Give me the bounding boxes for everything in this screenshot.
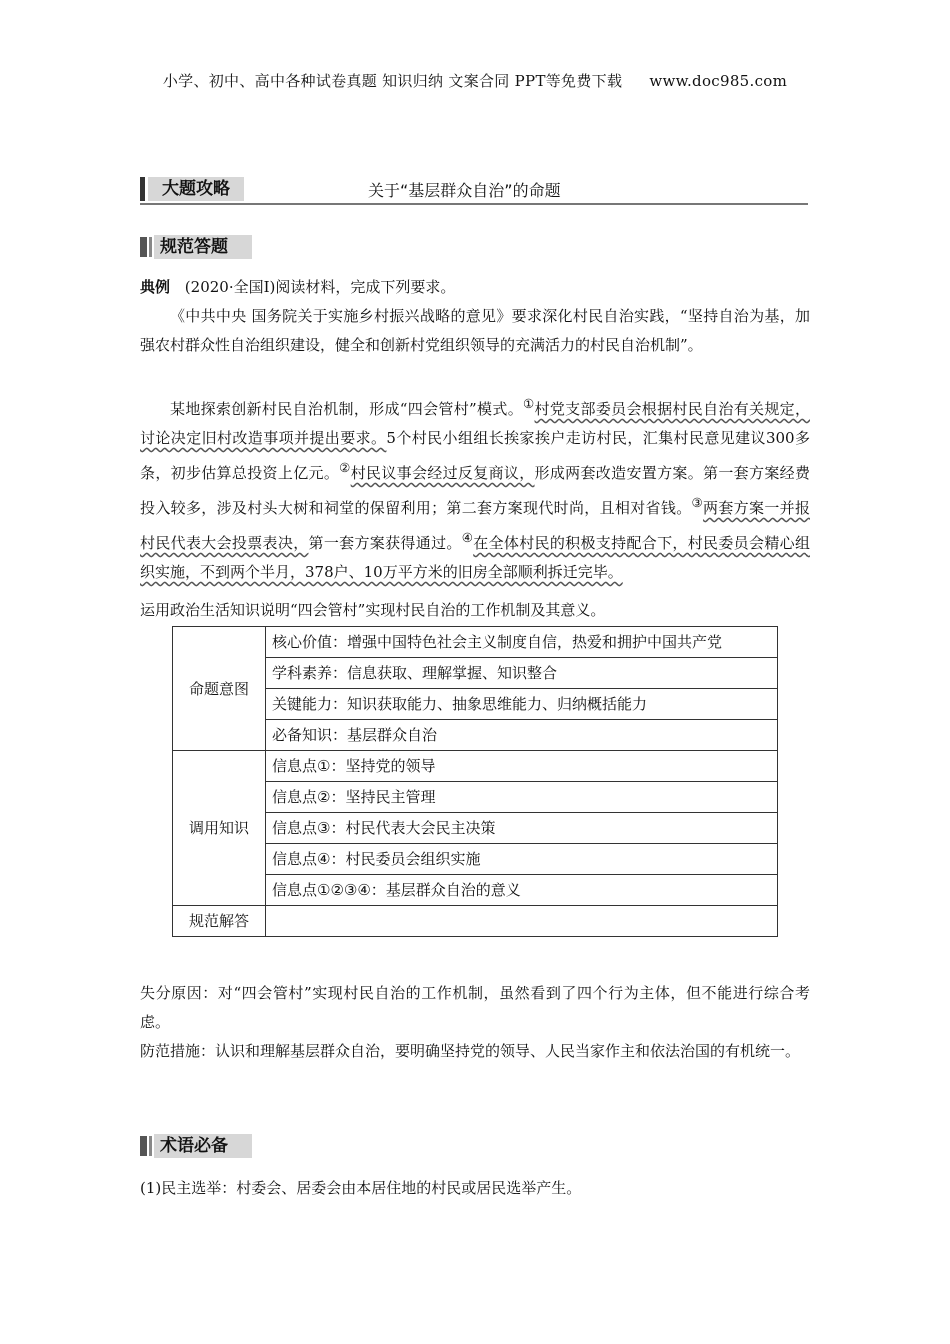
example-source: (2020·全国Ⅰ)阅读材料，完成下列要求。: [184, 278, 456, 296]
example-label: 典例: [140, 278, 171, 296]
header-site-link[interactable]: www.doc985.com: [649, 72, 788, 90]
main-heading-label: 大题攻略: [148, 177, 244, 201]
page-header: [0, 70, 950, 91]
para2-lead: 某地探索创新村民自治机制，形成“四会管村”模式。: [170, 400, 524, 418]
example-source-line: [140, 273, 810, 302]
example-paragraph-1: 《中共中央 国务院关于实施乡村振兴战略的意见》要求深化村民自治实践，“坚持自治为基，加强农村群众性自治组织建设，健全和创新村党组织领导的充满活力的村民自治机制”。: [140, 307, 810, 354]
table-cell: 核心价值：增强中国特色社会主义制度自信，热爱和拥护中国共产党: [266, 627, 778, 658]
marker-3: ③: [691, 495, 704, 510]
table-row: [173, 751, 778, 782]
info-text-1b: 5个村民小组组长挨家挨户走访村民，汇集村民意见建议300多条，初步估算总投资上亿元。: [140, 429, 810, 482]
info-point-3: 两套方案一并报村民代表大会投票表决，: [140, 499, 810, 552]
loss-reason: 失分原因：对“四会管村”实现村民自治的工作机制，虽然看到了四个行为主体，但不能进行综合考虑。: [140, 984, 810, 1031]
example-question: 运用政治生活知识说明“四会管村”实现村民自治的工作机制及其意义。: [140, 601, 606, 619]
example-paragraph-2: [140, 389, 810, 587]
table-category: 命题意图: [173, 627, 266, 751]
table-cell: 必备知识：基层群众自治: [266, 720, 778, 751]
info-point-2: 村民议事会经过反复商议，: [350, 464, 535, 482]
marker-2: ②: [339, 460, 351, 475]
marker-4: ④: [461, 530, 474, 545]
table-cell: 信息点④：村民委员会组织实施: [266, 844, 778, 875]
info-text-2b: 形成两套改造安置方案。第一套方案经费投入较多，涉及村头大树和祠堂的保留利用；第二套方案现代时尚，且相对省钱。: [140, 464, 810, 517]
main-heading-title: 关于“基层群众自治”的命题: [368, 181, 561, 200]
section-bar-decoration: [140, 1136, 147, 1156]
table-row: [173, 627, 778, 658]
section-bar-decoration: [149, 1136, 152, 1156]
table-row: [173, 906, 778, 937]
table-category: 调用知识: [173, 751, 266, 906]
section-bar-decoration: [149, 237, 152, 257]
section-heading-label: 术语必备: [154, 1134, 252, 1158]
table-cell: 信息点①：坚持党的领导: [266, 751, 778, 782]
marker-1: ①: [523, 396, 535, 411]
table-cell-answer: [266, 906, 778, 937]
analysis-table: [172, 626, 778, 937]
prevention-measure: 防范措施：认识和理解基层群众自治，要明确坚持党的领导、人民当家作主和依法治国的有机统一。: [140, 1042, 801, 1060]
section-heading-label: 规范答题: [154, 235, 252, 259]
term-item: (1)民主选举：村委会、居委会由本居住地的村民或居民选举产生。: [140, 1179, 582, 1197]
info-point-1: 村党支部委员会根据村民自治有关规定，讨论决定旧村改造事项并提出要求。: [140, 400, 810, 447]
header-text: 小学、初中、高中各种试卷真题 知识归纳 文案合同 PPT等免费下载: [162, 72, 623, 90]
table-cell: 信息点①②③④：基层群众自治的意义: [266, 875, 778, 906]
table-cell: 信息点③：村民代表大会民主决策: [266, 813, 778, 844]
table-category: 规范解答: [173, 906, 266, 937]
table-cell: 学科素养：信息获取、理解掌握、知识整合: [266, 658, 778, 689]
heading-bar-decoration: [140, 177, 145, 201]
table-cell: 关键能力：知识获取能力、抽象思维能力、归纳概括能力: [266, 689, 778, 720]
section-bar-decoration: [140, 237, 147, 257]
info-point-4: 在全体村民的积极支持配合下，村民委员会精心组织实施，不到两个半月，378户、10万平方米的旧房全部顺利拆迁完毕。: [140, 534, 810, 581]
main-heading: [140, 175, 808, 205]
info-text-3b: 第一套方案获得通过。: [308, 534, 462, 552]
table-cell: 信息点②：坚持民主管理: [266, 782, 778, 813]
